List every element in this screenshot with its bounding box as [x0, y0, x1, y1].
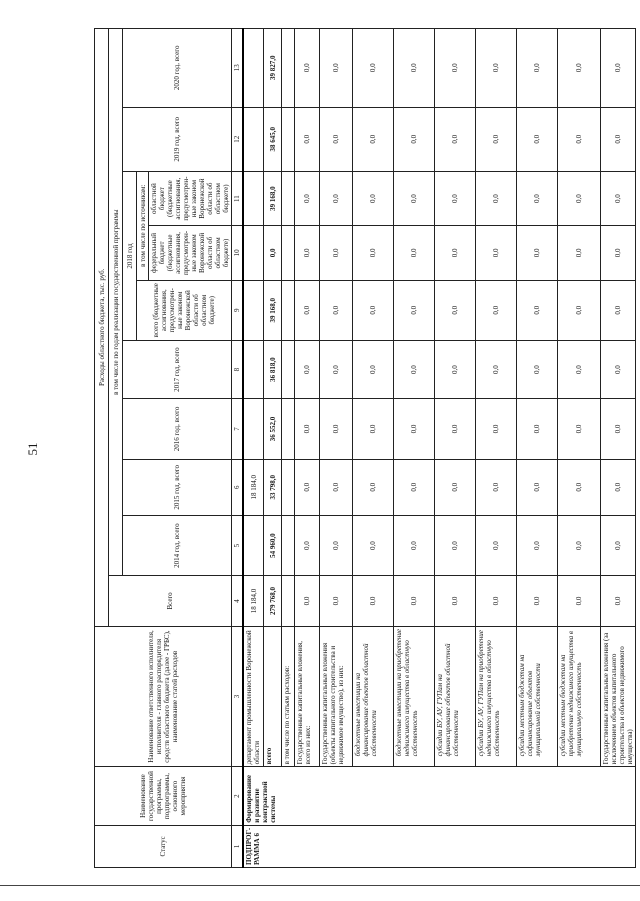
value-cell: 0,0: [320, 459, 353, 515]
header-2018-sources: в том числе по источникам:: [138, 172, 149, 280]
row-label: департамент промышленности Воронежской области: [243, 626, 264, 767]
value-cell: 0,0: [558, 226, 601, 280]
header-2016: 2016 год, всего: [123, 399, 232, 459]
value-cell: 0,0: [295, 576, 320, 626]
table-row: [517, 29, 558, 868]
value-cell: 0,0: [517, 459, 558, 515]
value-cell: 0,0: [476, 280, 517, 340]
value-cell: 0,0: [353, 399, 394, 459]
value-cell: 54 960,0: [264, 515, 282, 575]
index-cell: 9: [232, 280, 244, 340]
row-label: бюджетные инвестиции на приобретение недвижимого имущества в областную собственность: [394, 626, 435, 767]
table-row: [243, 29, 264, 868]
bottom-rule: [0, 885, 640, 886]
rotated-table-container: [94, 28, 634, 868]
header-2019: 2019 год, всего: [123, 107, 232, 171]
value-cell: 18 184,0: [243, 576, 264, 626]
value-cell: 0,0: [295, 280, 320, 340]
value-cell: 0,0: [601, 107, 636, 171]
row-label: субсидии БУ, АУ, ГУПам на финансирование объектов областной собственности: [435, 626, 476, 767]
index-cell: 13: [232, 29, 244, 108]
value-cell: 0,0: [435, 340, 476, 398]
value-cell: 0,0: [353, 515, 394, 575]
index-cell: 6: [232, 459, 244, 515]
value-cell: 0,0: [517, 29, 558, 108]
value-cell: 0,0: [558, 171, 601, 225]
value-cell: 0,0: [435, 226, 476, 280]
value-cell: 36 818,0: [264, 340, 282, 398]
value-cell: 0,0: [476, 515, 517, 575]
value-cell: 0,0: [295, 107, 320, 171]
value-cell: 0,0: [353, 171, 394, 225]
table-row: [282, 29, 295, 868]
value-cell: 0,0: [601, 399, 636, 459]
value-cell: [243, 280, 264, 340]
value-cell: 0,0: [394, 459, 435, 515]
value-cell: 0,0: [320, 29, 353, 108]
value-cell: 0,0: [558, 107, 601, 171]
value-cell: 0,0: [394, 107, 435, 171]
value-cell: 0,0: [320, 399, 353, 459]
value-cell: 0,0: [320, 107, 353, 171]
row-label: Государственные капитальные вложения (за исключением объектов капитального строительства и объектов недвижимого имущества): [601, 626, 636, 767]
table-row: [558, 29, 601, 868]
value-cell: 0,0: [320, 280, 353, 340]
value-cell: 0,0: [435, 399, 476, 459]
value-cell: 0,0: [295, 226, 320, 280]
header-total: Всего: [109, 576, 232, 626]
header-program: Наименование государственной программы, подпрограммы, основного мероприятия: [95, 767, 232, 825]
value-cell: 0,0: [295, 399, 320, 459]
row-label: всего: [264, 626, 282, 767]
table-row: [476, 29, 517, 868]
header-expenses: Расходы областного бюджета, тыс. руб.: [95, 29, 109, 627]
value-cell: 0,0: [517, 399, 558, 459]
value-cell: [282, 107, 295, 171]
value-cell: 0,0: [394, 280, 435, 340]
value-cell: 0,0: [435, 29, 476, 108]
value-cell: 0,0: [476, 107, 517, 171]
value-cell: 0,0: [353, 107, 394, 171]
value-cell: [282, 399, 295, 459]
value-cell: 0,0: [295, 171, 320, 225]
value-cell: 0,0: [476, 29, 517, 108]
program-status: ПОДПРОГ-РАММА 6: [243, 825, 636, 867]
header-2018: 2018 год: [123, 171, 137, 340]
value-cell: 0,0: [394, 399, 435, 459]
header-2014: 2014 год, всего: [123, 515, 232, 575]
value-cell: 33 798,0: [264, 459, 282, 515]
index-cell: 5: [232, 515, 244, 575]
table-row: [320, 29, 353, 868]
value-cell: 0,0: [558, 459, 601, 515]
value-cell: 0,0: [295, 459, 320, 515]
value-cell: [282, 459, 295, 515]
budget-table: [94, 28, 636, 868]
table-row: [295, 29, 320, 868]
value-cell: [282, 280, 295, 340]
value-cell: 0,0: [320, 340, 353, 398]
value-cell: [243, 399, 264, 459]
table-row: [394, 29, 435, 868]
table-body: [243, 29, 636, 868]
index-cell: 12: [232, 107, 244, 171]
header-2018-federal: федеральный бюджет (бюджетные ассигнования, предусмотрен-ные законом Воронежской области об областном бюджете): [149, 225, 231, 279]
value-cell: 0,0: [601, 515, 636, 575]
value-cell: 18 184,0: [243, 459, 264, 515]
value-cell: 0,0: [295, 29, 320, 108]
value-cell: 0,0: [320, 171, 353, 225]
program-name: Формирование и развитие контрактной системы: [243, 767, 636, 825]
value-cell: 0,0: [601, 171, 636, 225]
document-page: [94, 28, 634, 868]
table-row: [353, 29, 394, 868]
index-cell: 4: [232, 576, 244, 626]
table-row: [264, 29, 282, 868]
value-cell: 0,0: [435, 459, 476, 515]
value-cell: [243, 515, 264, 575]
value-cell: 0,0: [435, 515, 476, 575]
value-cell: 0,0: [476, 576, 517, 626]
value-cell: 38 645,0: [264, 107, 282, 171]
value-cell: 0,0: [394, 515, 435, 575]
value-cell: 0,0: [517, 340, 558, 398]
header-2018-total: всего (бюджетные ассигнования, предусмотрен-ные законом Воронежской области об областном бюджете): [137, 280, 232, 340]
value-cell: 0,0: [476, 340, 517, 398]
value-cell: 0,0: [264, 226, 282, 280]
index-cell: 3: [232, 626, 244, 767]
header-2018-regional: областной бюджет (бюджетные ассигнования, предусмотрен-ные законом Воронежской области об областном бюджете): [149, 176, 230, 221]
value-cell: 0,0: [558, 29, 601, 108]
value-cell: [243, 171, 264, 225]
header-executor: Наименование ответственного исполнителя, исполнителя - главного распорядителя средств областного бюджета (далее - ГРБС), наименование статей расходов: [95, 626, 232, 767]
value-cell: [282, 226, 295, 280]
value-cell: 0,0: [320, 515, 353, 575]
row-label: субсидии местным бюджетам на софинансирование объектов муниципальной собственности: [517, 626, 558, 767]
value-cell: 0,0: [353, 459, 394, 515]
value-cell: 39 168,0: [264, 171, 282, 225]
value-cell: 0,0: [353, 226, 394, 280]
index-cell: 1: [232, 825, 244, 867]
value-cell: 0,0: [394, 226, 435, 280]
value-cell: 0,0: [435, 171, 476, 225]
row-label: субсидии БУ, АУ, ГУПам на приобретение недвижимого имущества в областную собственность: [476, 626, 517, 767]
value-cell: 0,0: [435, 280, 476, 340]
value-cell: [243, 29, 264, 108]
table-row: [435, 29, 476, 868]
value-cell: [282, 515, 295, 575]
value-cell: 0,0: [601, 226, 636, 280]
value-cell: [282, 29, 295, 108]
value-cell: 0,0: [295, 340, 320, 398]
value-cell: 0,0: [601, 340, 636, 398]
value-cell: 36 552,0: [264, 399, 282, 459]
index-cell: 8: [232, 340, 244, 398]
value-cell: 0,0: [353, 576, 394, 626]
value-cell: 0,0: [476, 171, 517, 225]
value-cell: 0,0: [517, 171, 558, 225]
value-cell: 0,0: [558, 576, 601, 626]
value-cell: 0,0: [558, 515, 601, 575]
value-cell: 0,0: [558, 280, 601, 340]
index-cell: 11: [232, 171, 244, 225]
value-cell: 0,0: [601, 29, 636, 108]
value-cell: 0,0: [517, 107, 558, 171]
value-cell: 0,0: [517, 576, 558, 626]
index-row: [232, 29, 244, 868]
value-cell: 0,0: [558, 399, 601, 459]
value-cell: 0,0: [601, 280, 636, 340]
row-label: в том числе по статьям расходов:: [282, 626, 295, 767]
header-2017: 2017 год, всего: [123, 340, 232, 398]
value-cell: 0,0: [517, 226, 558, 280]
table-row: [601, 29, 636, 868]
index-cell: 2: [232, 767, 244, 825]
value-cell: 0,0: [353, 340, 394, 398]
value-cell: 0,0: [601, 576, 636, 626]
row-label: Государственные капитальные вложения, всего из них:: [295, 626, 320, 767]
value-cell: 0,0: [353, 280, 394, 340]
value-cell: 39 168,0: [264, 280, 282, 340]
row-label: бюджетные инвестиции на финансирование объектов областной собственности: [353, 626, 394, 767]
value-cell: 0,0: [558, 340, 601, 398]
value-cell: 0,0: [394, 576, 435, 626]
header-2020: 2020 год, всего: [123, 29, 232, 108]
index-cell: 7: [232, 399, 244, 459]
value-cell: 0,0: [601, 459, 636, 515]
page-number: 51: [25, 442, 40, 456]
value-cell: 0,0: [476, 399, 517, 459]
row-label: Государственные капитальные вложения (объекты капитального строительства и недвижимое имущество), из них:: [320, 626, 353, 767]
header-status: Статус: [95, 825, 232, 867]
index-cell: 10: [232, 226, 244, 280]
value-cell: 0,0: [320, 226, 353, 280]
value-cell: [282, 576, 295, 626]
value-cell: [282, 171, 295, 225]
header-by-years: в том числе по годам реализации государственной программы: [109, 29, 123, 576]
value-cell: 279 768,0: [264, 576, 282, 626]
value-cell: 0,0: [394, 171, 435, 225]
value-cell: [243, 107, 264, 171]
value-cell: 0,0: [320, 576, 353, 626]
value-cell: 0,0: [435, 576, 476, 626]
value-cell: 0,0: [295, 515, 320, 575]
value-cell: [282, 340, 295, 398]
header-2015: 2015 год, всего: [123, 459, 232, 515]
value-cell: 0,0: [435, 107, 476, 171]
value-cell: 39 827,0: [264, 29, 282, 108]
value-cell: 0,0: [517, 515, 558, 575]
value-cell: 0,0: [476, 226, 517, 280]
value-cell: 0,0: [517, 280, 558, 340]
row-label: субсидии местным бюджетам на приобретение недвижимого имущества в муниципальную собственность: [558, 626, 601, 767]
value-cell: 0,0: [394, 340, 435, 398]
value-cell: [243, 340, 264, 398]
value-cell: 0,0: [394, 29, 435, 108]
value-cell: 0,0: [353, 29, 394, 108]
value-cell: 0,0: [476, 459, 517, 515]
header-2018-sources-cell: [137, 171, 232, 280]
value-cell: [243, 226, 264, 280]
header-2018-sources-split: [149, 172, 231, 280]
